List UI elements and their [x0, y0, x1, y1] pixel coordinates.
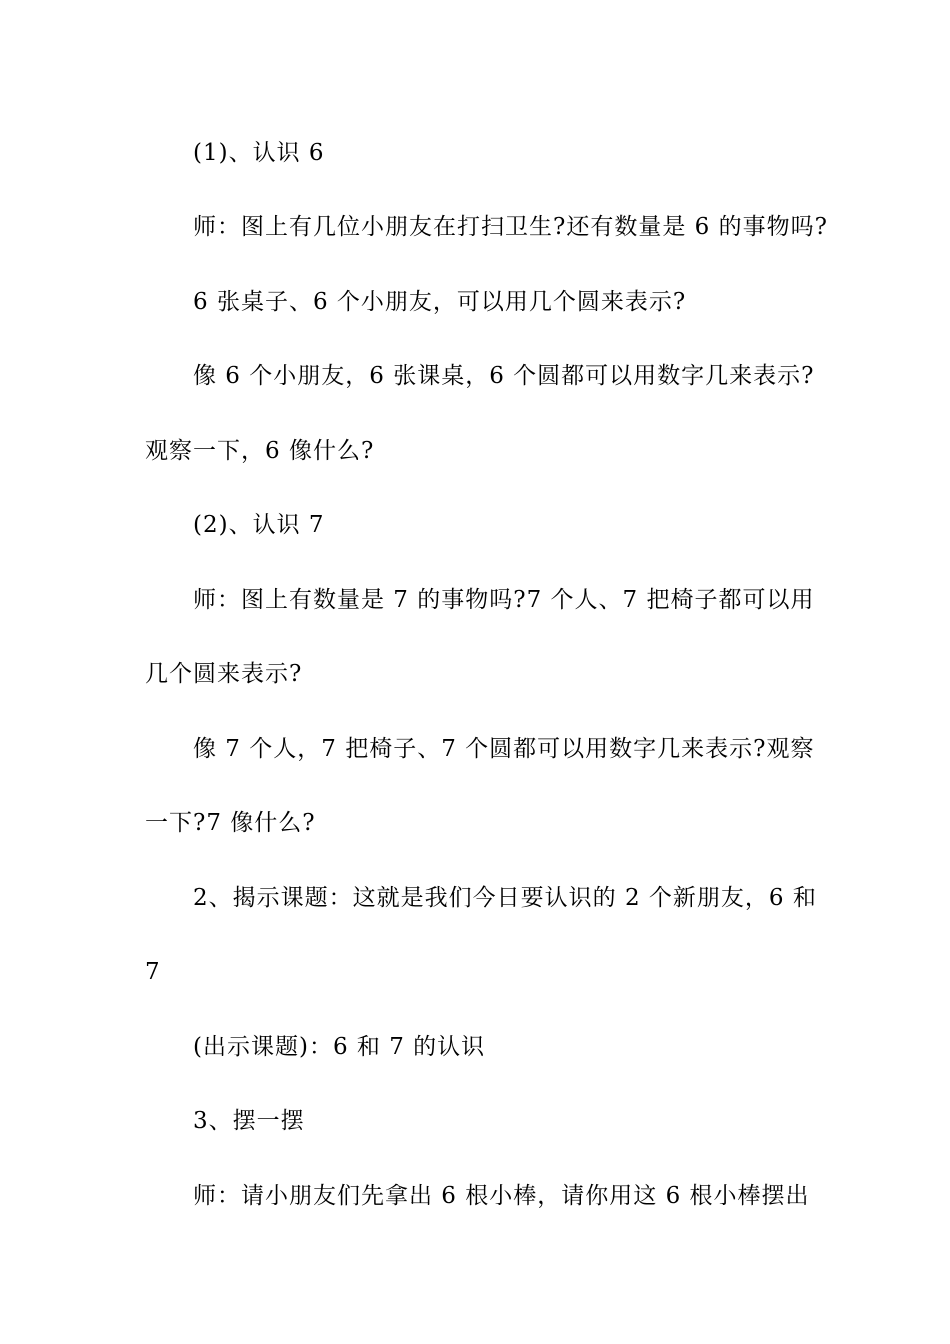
- paragraph-line: 师：图上有几位小朋友在打扫卫生?还有数量是 6 的事物吗?: [193, 214, 828, 240]
- paragraph-line: (1)、认识 6: [193, 140, 325, 166]
- paragraph-line: 师：请小朋友们先拿出 6 根小棒，请你用这 6 根小棒摆出: [193, 1183, 810, 1209]
- paragraph-line: 几个圆来表示?: [145, 661, 303, 687]
- paragraph-line: 7: [145, 959, 161, 985]
- paragraph-line: 观察一下，6 像什么?: [145, 438, 375, 464]
- paragraph-line: 2、揭示课题：这就是我们今日要认识的 2 个新朋友，6 和: [193, 885, 817, 911]
- paragraph-line: 3、摆一摆: [193, 1108, 305, 1134]
- paragraph-line: 师：图上有数量是 7 的事物吗?7 个人、7 把椅子都可以用: [193, 587, 815, 613]
- paragraph-line: 一下?7 像什么?: [145, 810, 316, 836]
- paragraph-line: 像 7 个人，7 把椅子、7 个圆都可以用数字几来表示?观察: [193, 736, 815, 762]
- paragraph-line: (2)、认识 7: [193, 512, 325, 538]
- paragraph-line: (出示课题)：6 和 7 的认识: [193, 1034, 486, 1060]
- paragraph-line: 6 张桌子、6 个小朋友，可以用几个圆来表示?: [193, 289, 687, 315]
- paragraph-line: 像 6 个小朋友，6 张课桌，6 个圆都可以用数字几来表示?: [193, 363, 815, 389]
